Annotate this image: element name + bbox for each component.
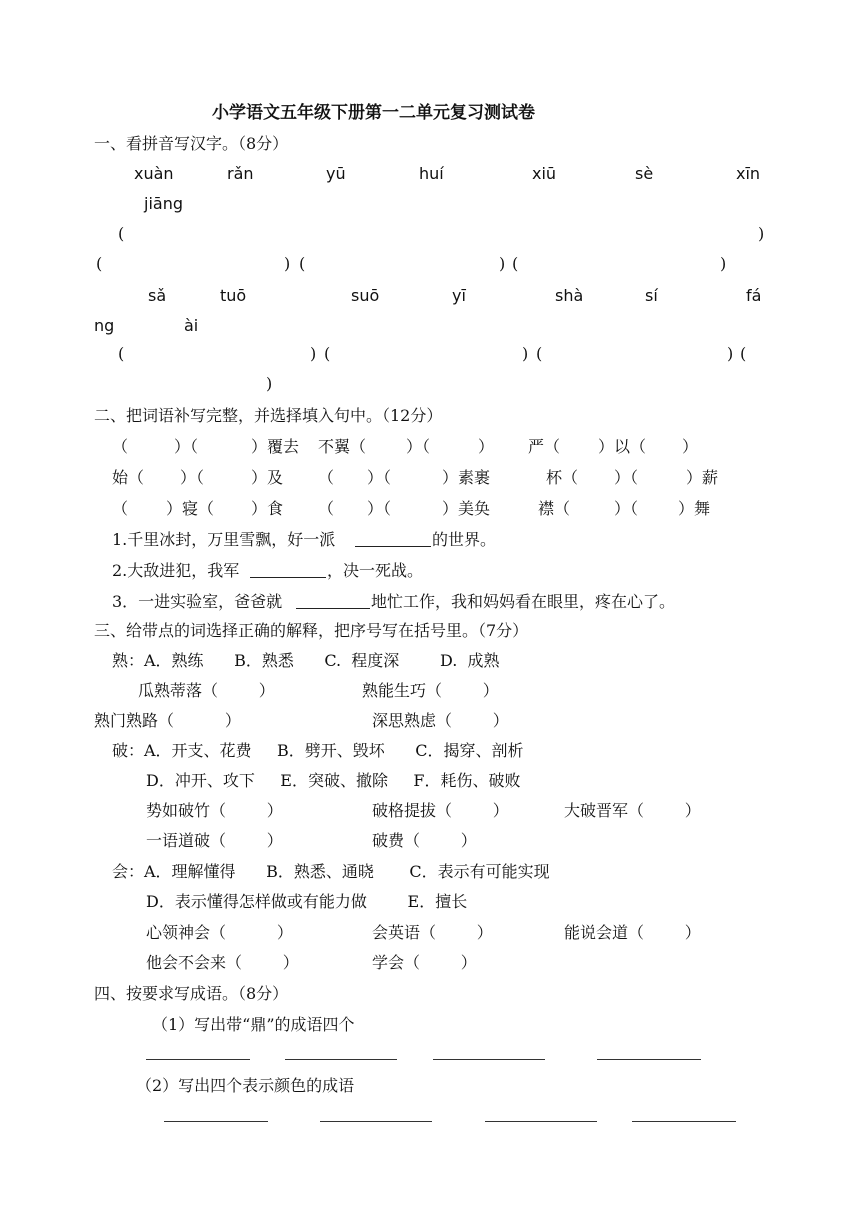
po-options: 破：A．开支、花费 B．劈开、毁坏 C．揭穿、剖析 [112, 741, 524, 760]
idiom-fill: ）食 [251, 499, 284, 518]
answer-paren-open: ( [299, 254, 306, 273]
pinyin: fá [746, 286, 762, 305]
sentence-1-start: 1.千里冰封，万里雪飘，好一派 [112, 530, 336, 549]
po-question: 势如破竹（ ） [146, 801, 283, 820]
hui-question: 学会（ ） [372, 953, 477, 972]
answer-line[interactable] [433, 1058, 545, 1060]
po-question: 一语道破（ ） [146, 831, 283, 850]
answer-paren-open: ( [740, 344, 747, 363]
shu-question: 深思熟虑（ ） [372, 711, 509, 730]
idiom-fill: ）及 [251, 468, 284, 487]
idiom-fill: 襟（ [538, 499, 571, 518]
sentence-2-start: 2.大敌进犯，我军 [112, 561, 240, 580]
sentence-2-end: ，决一死战。 [327, 561, 424, 580]
idiom-fill: ）以（ [598, 437, 647, 456]
idiom-fill: ）（ [367, 499, 392, 518]
idiom-fill: ）（ [614, 499, 639, 518]
idiom-fill: 始（ [112, 468, 145, 487]
answer-paren-open: ( [324, 344, 331, 363]
hui-options: D．表示懂得怎样做或有能力做 E．擅长 [146, 892, 468, 911]
answer-paren-close: ) [522, 344, 529, 363]
pinyin: suō [351, 286, 380, 305]
page-title: 小学语文五年级下册第一二单元复习测试卷 [212, 103, 535, 123]
idiom-fill: ）覆去 [251, 437, 300, 456]
answer-paren-close: ) [266, 374, 273, 393]
sentence-3-end: 地忙工作，我和妈妈看在眼里，疼在心了。 [371, 592, 676, 611]
pinyin: ài [184, 316, 199, 335]
idiom-fill: ）（ [614, 468, 639, 487]
sentence-3-start: 3．一进实验室，爸爸就 [112, 592, 283, 611]
pinyin: yī [452, 286, 466, 305]
shu-options: 熟：A．熟练 B．熟悉 C. 程度深 D. 成熟 [112, 651, 500, 670]
idiom-fill: ） [478, 437, 495, 456]
pinyin: xuàn [134, 164, 174, 183]
answer-line[interactable] [164, 1120, 268, 1122]
shu-question: 瓜熟蒂落（ ） [138, 681, 275, 700]
idiom-fill: ） [682, 437, 699, 456]
section-1-heading: 一、看拼音写汉字。（8分） [94, 134, 289, 153]
pinyin: ng [94, 316, 115, 335]
answer-paren-open: ( [96, 254, 103, 273]
answer-line[interactable] [146, 1058, 250, 1060]
answer-paren-close: ) [720, 254, 727, 273]
idiom-fill: ）（ [406, 437, 431, 456]
idiom-fill: （ [112, 437, 129, 456]
answer-line[interactable] [285, 1058, 397, 1060]
po-options: D．冲开、攻下 E．突破、撤除 F．耗伤、破败 [146, 771, 521, 790]
pinyin: jiāng [144, 194, 183, 213]
answer-paren-open: ( [118, 224, 125, 243]
pinyin: huí [419, 164, 444, 183]
answer-line[interactable] [320, 1120, 432, 1122]
answer-line[interactable] [597, 1058, 701, 1060]
idiom-fill: ）（ [367, 468, 392, 487]
shu-question: 熟能生巧（ ） [362, 681, 499, 700]
idiom-fill: （ [318, 468, 335, 487]
hui-options: 会：A．理解懂得 B．熟悉、通晓 C．表示有可能实现 [112, 862, 550, 881]
sentence-1-end: 的世界。 [432, 530, 497, 549]
idiom-fill: 严（ [528, 437, 561, 456]
answer-blank[interactable] [250, 561, 326, 578]
section-4-heading: 四、按要求写成语。（8分） [94, 984, 289, 1003]
section-4-question-1: （1）写出带“鼎”的成语四个 [152, 1015, 355, 1034]
answer-blank[interactable] [296, 592, 370, 609]
po-question: 破格提拔（ ） [372, 801, 509, 820]
idiom-fill: 不翼（ [318, 437, 367, 456]
po-question: 破费（ ） [372, 831, 477, 850]
answer-paren-open: ( [512, 254, 519, 273]
answer-paren-close: ) [727, 344, 734, 363]
answer-blank[interactable] [355, 530, 431, 547]
pinyin: shà [555, 286, 584, 305]
hui-question: 他会不会来（ ） [146, 953, 299, 972]
idiom-fill: ）美奂 [442, 499, 491, 518]
idiom-fill: ）薪 [686, 468, 719, 487]
idiom-fill: ）（ [174, 437, 199, 456]
pinyin: rǎn [227, 164, 254, 183]
idiom-fill: 杯（ [546, 468, 579, 487]
po-question: 大破晋军（ ） [564, 801, 701, 820]
idiom-fill: ）寝（ [166, 499, 215, 518]
idiom-fill: （ [112, 499, 129, 518]
answer-paren-open: ( [118, 344, 125, 363]
pinyin: sí [645, 286, 658, 305]
answer-paren-close: ) [499, 254, 506, 273]
pinyin: xiū [532, 164, 557, 183]
answer-paren-close: ) [758, 224, 765, 243]
answer-paren-open: ( [536, 344, 543, 363]
section-2-heading: 二、把词语补写完整，并选择填入句中。（12分） [94, 406, 443, 425]
idiom-fill: （ [318, 499, 335, 518]
answer-paren-close: ) [310, 344, 317, 363]
answer-line[interactable] [485, 1120, 597, 1122]
idiom-fill: ）舞 [678, 499, 711, 518]
answer-paren-close: ) [284, 254, 291, 273]
hui-question: 会英语（ ） [372, 923, 493, 942]
pinyin: xīn [736, 164, 761, 183]
pinyin: tuō [220, 286, 247, 305]
hui-question: 心领神会（ ） [146, 923, 293, 942]
answer-line[interactable] [632, 1120, 736, 1122]
hui-question: 能说会道（ ） [564, 923, 701, 942]
section-4-question-2: （2）写出四个表示颜色的成语 [136, 1076, 355, 1095]
idiom-fill: ）（ [180, 468, 205, 487]
pinyin: yū [326, 164, 346, 183]
idiom-fill: ）素裹 [442, 468, 491, 487]
pinyin: sǎ [148, 286, 167, 305]
pinyin: sè [635, 164, 654, 183]
section-3-heading: 三、给带点的词选择正确的解释，把序号写在括号里。（7分） [94, 621, 529, 640]
shu-question: 熟门熟路（ ） [94, 711, 241, 730]
